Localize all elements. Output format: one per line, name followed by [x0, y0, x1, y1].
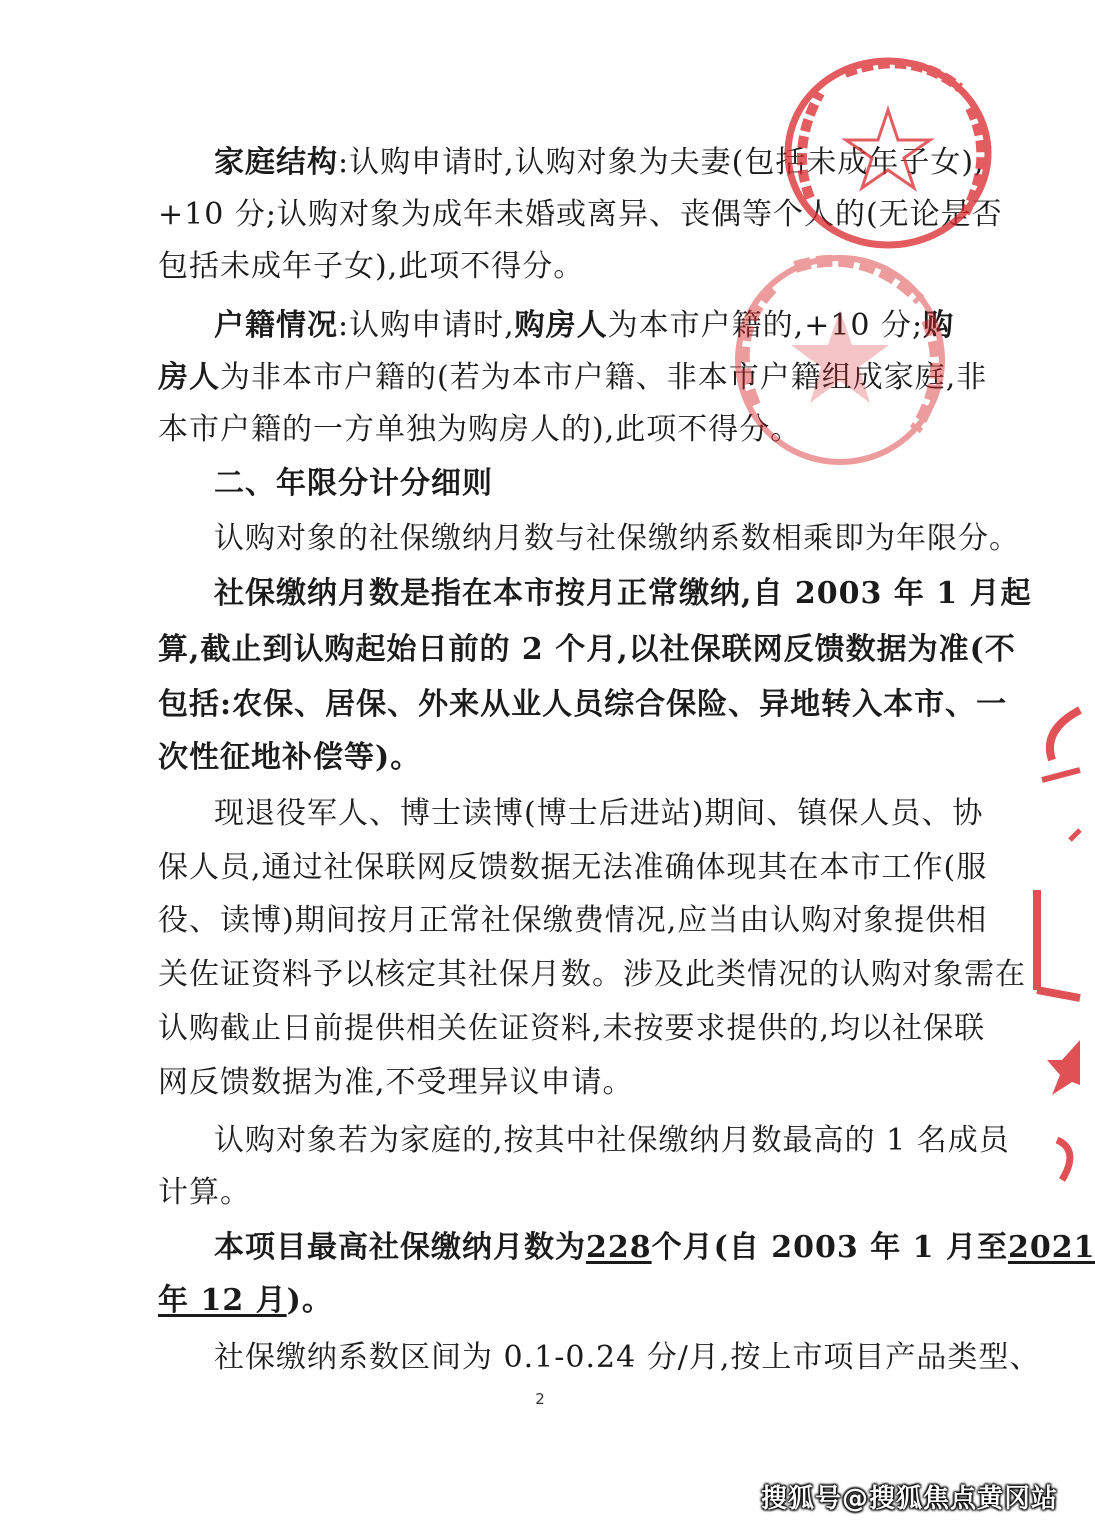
paragraph-family-calc-line-1: 认购对象若为家庭的,按其中社保缴纳月数最高的 1 名成员	[214, 1123, 1010, 1158]
household-text-l2: 为非本市户籍的(若为本市户籍、非本市户籍组成家庭,非	[220, 360, 988, 395]
max-months-end-month: 年 12 月	[158, 1283, 287, 1318]
paragraph-months-line-3: 包括:农保、居保、外来从业人员综合保险、异地转入本市、一	[158, 687, 1008, 722]
paragraph-coefficient-line-1: 社保缴纳系数区间为 0.1-0.24 分/月,按上市项目产品类型、	[214, 1340, 1041, 1375]
paragraph-veterans-line-2: 保人员,通过社保联网反馈数据无法准确体现其在本市工作(服	[158, 850, 988, 885]
paragraph-months-line-1: 社保缴纳月数是指在本市按月正常缴纳,自 2003 年 1 月起	[214, 576, 1032, 611]
max-months-value: 228	[586, 1230, 652, 1265]
household-buyer-bold-2: 购	[923, 308, 955, 343]
paragraph-max-months-line-1	[214, 1228, 1095, 1268]
household-buyer-bold: 购房人	[514, 308, 608, 343]
paragraph-veterans-line-1: 现退役军人、博士读博(博士后进站)期间、镇保人员、协	[214, 796, 984, 831]
section-heading-2: 二、年限分计分细则	[214, 466, 493, 501]
paragraph-family-structure-line-3: 包括未成年子女),此项不得分。	[158, 249, 585, 284]
household-text-a: :认购申请时,	[338, 308, 515, 343]
paragraph-max-months-line-2	[158, 1281, 333, 1321]
family-structure-text: :认购申请时,认购对象为夫妻(包括未成年子女),	[338, 145, 985, 180]
paragraph-household-line-3: 本市户籍的一方单独为购房人的),此项不得分。	[158, 412, 802, 447]
paragraph-months-line-4: 次性征地补偿等)。	[158, 740, 422, 775]
paragraph-family-calc-line-2: 计算。	[158, 1175, 251, 1210]
household-label: 户籍情况	[214, 308, 338, 343]
watermark-text: 搜狐号@搜狐焦点黄冈站	[760, 1484, 1058, 1514]
max-months-end-year: 2021	[1007, 1230, 1095, 1265]
paragraph-year-score-line-1: 认购对象的社保缴纳月数与社保缴纳系数相乘即为年限分。	[214, 521, 1020, 556]
paragraph-household-line-2	[158, 358, 987, 398]
max-months-text-c: 个月(自 2003 年 1 月至	[651, 1230, 1008, 1265]
paragraph-household-line-1	[214, 306, 954, 346]
paragraph-veterans-line-4: 关佐证资料予以核定其社保月数。涉及此类情况的认购对象需在	[158, 957, 1026, 992]
max-months-text-a: 本项目最高社保缴纳月数为	[214, 1230, 586, 1265]
paragraph-family-structure-line-2: +10 分;认购对象为成年未婚或离异、丧偶等个人的(无论是否	[158, 197, 1003, 232]
page-number: 2	[535, 1390, 545, 1408]
max-months-close: )。	[286, 1283, 333, 1318]
paragraph-veterans-line-5: 认购截止日前提供相关佐证资料,未按要求提供的,均以社保联	[158, 1011, 986, 1046]
paragraph-months-line-2: 算,截止到认购起始日前的 2 个月,以社保联网反馈数据为准(不	[158, 632, 1016, 667]
household-text-c: 为本市户籍的,+10 分;	[607, 308, 924, 343]
family-structure-label: 家庭结构	[214, 145, 338, 180]
paragraph-veterans-line-3: 役、读博)期间按月正常社保缴费情况,应当由认购对象提供相	[158, 903, 988, 938]
household-buyer-bold-3: 房人	[158, 360, 220, 395]
paragraph-veterans-line-6: 网反馈数据为准,不受理异议申请。	[158, 1065, 634, 1100]
paragraph-family-structure-line-1	[214, 143, 985, 183]
edge-seal-partial	[1022, 700, 1080, 1200]
